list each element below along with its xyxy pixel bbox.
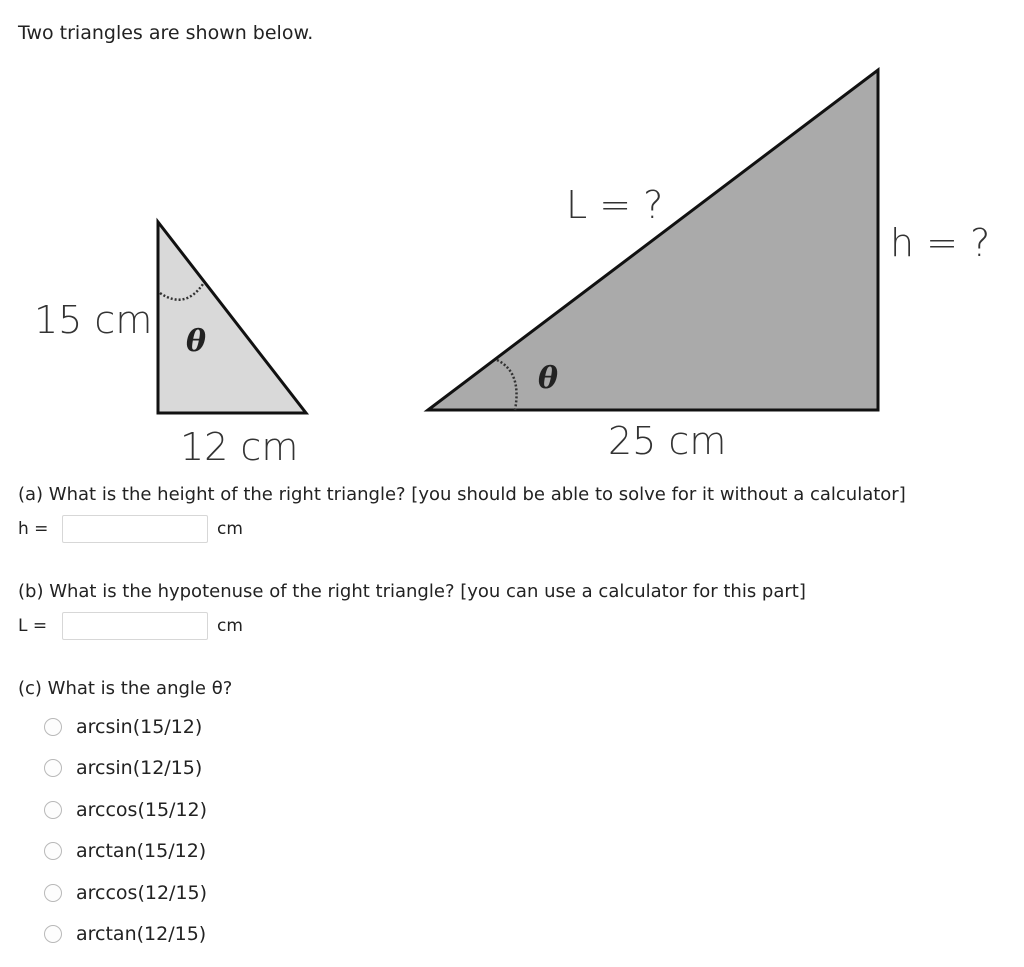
hypotenuse-label: L = ? [566, 183, 664, 227]
radio-button[interactable] [44, 801, 62, 819]
choice-label: arcsin(12/15) [76, 757, 203, 780]
height-input[interactable] [62, 515, 208, 543]
choice-label: arcsin(15/12) [76, 715, 203, 738]
large-base-label: 25 cm [608, 419, 727, 463]
triangles-diagram [0, 60, 1024, 480]
choice-label: arccos(15/12) [76, 798, 208, 821]
small-triangle [158, 222, 306, 413]
height-var-label: h = [18, 519, 49, 539]
large-angle-label: θ [538, 361, 559, 396]
choice-option[interactable] [44, 914, 207, 956]
question-b: (b) What is the hypotenuse of the right triangle? [you can use a calculator for this part] [18, 581, 806, 602]
answer-row-b [18, 610, 243, 642]
choice-option[interactable] [44, 706, 207, 748]
radio-button[interactable] [44, 842, 62, 860]
question-a: (a) What is the height of the right triangle? [you should be able to solve for it without a calculator] [18, 484, 906, 505]
choice-option[interactable] [44, 831, 207, 873]
angle-choices [44, 706, 207, 955]
small-side-label: 15 cm [34, 298, 153, 342]
radio-button[interactable] [44, 925, 62, 943]
choice-label: arctan(12/15) [76, 923, 207, 946]
question-c: (c) What is the angle θ? [18, 678, 233, 699]
radio-button[interactable] [44, 759, 62, 777]
hypotenuse-input[interactable] [62, 612, 208, 640]
small-angle-label: θ [186, 324, 207, 359]
radio-button[interactable] [44, 718, 62, 736]
choice-label: arccos(12/15) [76, 881, 208, 904]
choice-option[interactable] [44, 789, 207, 831]
hypotenuse-var-label: L = [18, 616, 48, 636]
radio-button[interactable] [44, 884, 62, 902]
height-unit: cm [217, 519, 243, 539]
height-label: h = ? [890, 221, 991, 265]
choice-label: arctan(15/12) [76, 840, 207, 863]
answer-row-a [18, 513, 243, 545]
small-base-label: 12 cm [180, 425, 299, 469]
triangles-figure [0, 60, 1024, 480]
choice-option[interactable] [44, 748, 207, 790]
large-triangle [428, 70, 878, 410]
intro-text: Two triangles are shown below. [18, 22, 314, 44]
hypotenuse-unit: cm [217, 616, 243, 636]
choice-option[interactable] [44, 872, 207, 914]
